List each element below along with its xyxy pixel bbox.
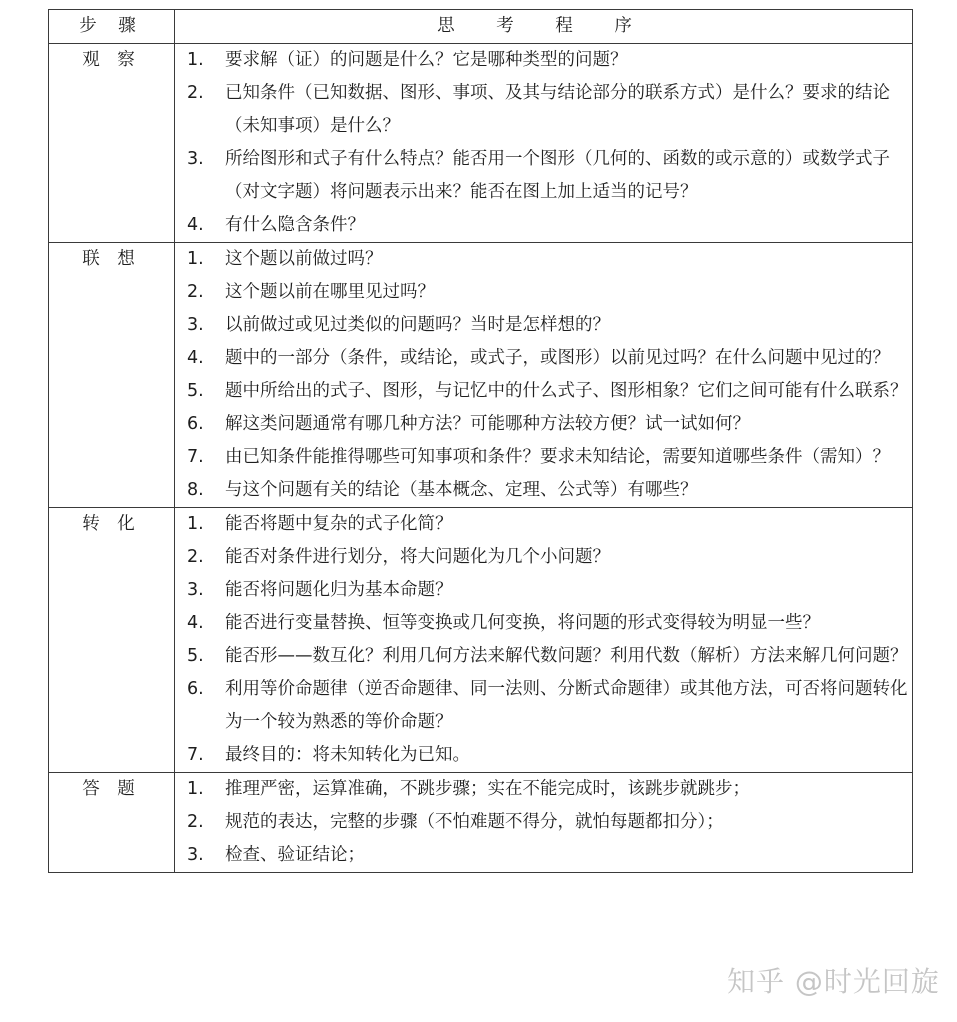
- item-number: 6.: [187, 679, 204, 699]
- item-text: 最终目的：将未知转化为已知。: [225, 745, 470, 765]
- table-row: [49, 773, 913, 873]
- item-text: 规范的表达，完整的步骤（不怕难题不得分，就怕每题都扣分）；: [225, 812, 724, 832]
- item-number: 2.: [187, 812, 204, 832]
- item-text: 利用等价命题律（逆否命题律、同一法则、分断式命题律）或其他方法，可否将问题转化为一个较为熟悉的等价命题？: [225, 679, 908, 732]
- process-list: [175, 44, 913, 243]
- item-text: 所给图形和式子有什么特点？能否用一个图形（几何的、函数的或示意的）或数学式子（对文字题）将问题表示出来？能否在图上加上适当的记号？: [225, 149, 890, 202]
- step-name: 观 察: [49, 44, 175, 243]
- item-number: 2.: [187, 282, 204, 302]
- item-text: 能否对条件进行划分，将大问题化为几个小问题？: [225, 547, 610, 567]
- process-list: [175, 243, 913, 508]
- list-item: [175, 375, 912, 408]
- item-text: 有什么隐含条件？: [225, 215, 365, 235]
- list-item: [175, 44, 912, 77]
- list-item: [175, 640, 912, 673]
- table-header-row: [49, 10, 913, 44]
- item-text: 这个题以前做过吗？: [225, 249, 383, 269]
- item-text: 题中的一部分（条件，或结论，或式子，或图形）以前见过吗？在什么问题中见过的？: [225, 348, 890, 368]
- item-number: 4.: [187, 215, 204, 235]
- item-text: 能否形——数互化？利用几何方法来解代数问题？利用代数（解析）方法来解几何问题？: [225, 646, 908, 666]
- item-text: 以前做过或见过类似的问题吗？当时是怎样想的？: [225, 315, 610, 335]
- item-number: 2.: [187, 547, 204, 567]
- step-name: 转 化: [49, 508, 175, 773]
- list-item: [175, 408, 912, 441]
- step-name: 联 想: [49, 243, 175, 508]
- list-item: [175, 209, 912, 242]
- item-number: 2.: [187, 83, 204, 103]
- table-row: [49, 243, 913, 508]
- list-item: [175, 839, 912, 872]
- watermark: 知乎 @时光回旋: [727, 965, 940, 998]
- process-list: [175, 773, 913, 873]
- item-number: 4.: [187, 613, 204, 633]
- item-text: 由已知条件能推得哪些可知事项和条件？要求未知结论，需要知道哪些条件（需知）？: [225, 447, 890, 467]
- item-text: 要求解（证）的问题是什么？它是哪种类型的问题？: [225, 50, 628, 70]
- item-text: 题中所给出的式子、图形，与记忆中的什么式子、图形相象？它们之间可能有什么联系？: [225, 381, 908, 401]
- table-body: [49, 44, 913, 873]
- list-item: [175, 574, 912, 607]
- item-number: 7.: [187, 745, 204, 765]
- list-item: [175, 276, 912, 309]
- item-number: 7.: [187, 447, 204, 467]
- item-number: 1.: [187, 249, 204, 269]
- list-item: [175, 607, 912, 640]
- item-number: 1.: [187, 50, 204, 70]
- list-item: [175, 243, 912, 276]
- header-process: 思 考 程 序: [175, 10, 913, 44]
- item-text: 这个题以前在哪里见过吗？: [225, 282, 435, 302]
- item-text: 能否进行变量替换、恒等变换或几何变换，将问题的形式变得较为明显一些？: [225, 613, 820, 633]
- list-item: [175, 508, 912, 541]
- item-text: 解这类问题通常有哪几种方法？可能哪种方法较方便？试一试如何？: [225, 414, 750, 434]
- item-text: 已知条件（已知数据、图形、事项、及其与结论部分的联系方式）是什么？要求的结论（未知事项）是什么？: [225, 83, 890, 136]
- list-item: [175, 77, 912, 143]
- item-number: 4.: [187, 348, 204, 368]
- item-text: 与这个问题有关的结论（基本概念、定理、公式等）有哪些？: [225, 480, 698, 500]
- item-number: 8.: [187, 480, 204, 500]
- list-item: [175, 773, 912, 806]
- table-row: [49, 508, 913, 773]
- item-number: 3.: [187, 580, 204, 600]
- list-item: [175, 739, 912, 772]
- item-number: 5.: [187, 646, 204, 666]
- list-item: [175, 342, 912, 375]
- list-item: [175, 309, 912, 342]
- list-item: [175, 143, 912, 209]
- process-list: [175, 508, 913, 773]
- list-item: [175, 806, 912, 839]
- list-item: [175, 541, 912, 574]
- item-number: 5.: [187, 381, 204, 401]
- item-number: 3.: [187, 149, 204, 169]
- header-step: 步 骤: [49, 10, 175, 44]
- thinking-steps-table: [48, 9, 913, 873]
- table-row: [49, 44, 913, 243]
- list-item: [175, 441, 912, 474]
- item-text: 能否将问题化归为基本命题？: [225, 580, 453, 600]
- item-text: 检查、验证结论；: [225, 845, 365, 865]
- item-text: 能否将题中复杂的式子化简？: [225, 514, 453, 534]
- item-number: 3.: [187, 315, 204, 335]
- item-number: 1.: [187, 514, 204, 534]
- item-number: 3.: [187, 845, 204, 865]
- step-name: 答 题: [49, 773, 175, 873]
- list-item: [175, 474, 912, 507]
- item-number: 1.: [187, 779, 204, 799]
- list-item: [175, 673, 912, 739]
- item-text: 推理严密，运算准确，不跳步骤；实在不能完成时，该跳步就跳步；: [225, 779, 750, 799]
- item-number: 6.: [187, 414, 204, 434]
